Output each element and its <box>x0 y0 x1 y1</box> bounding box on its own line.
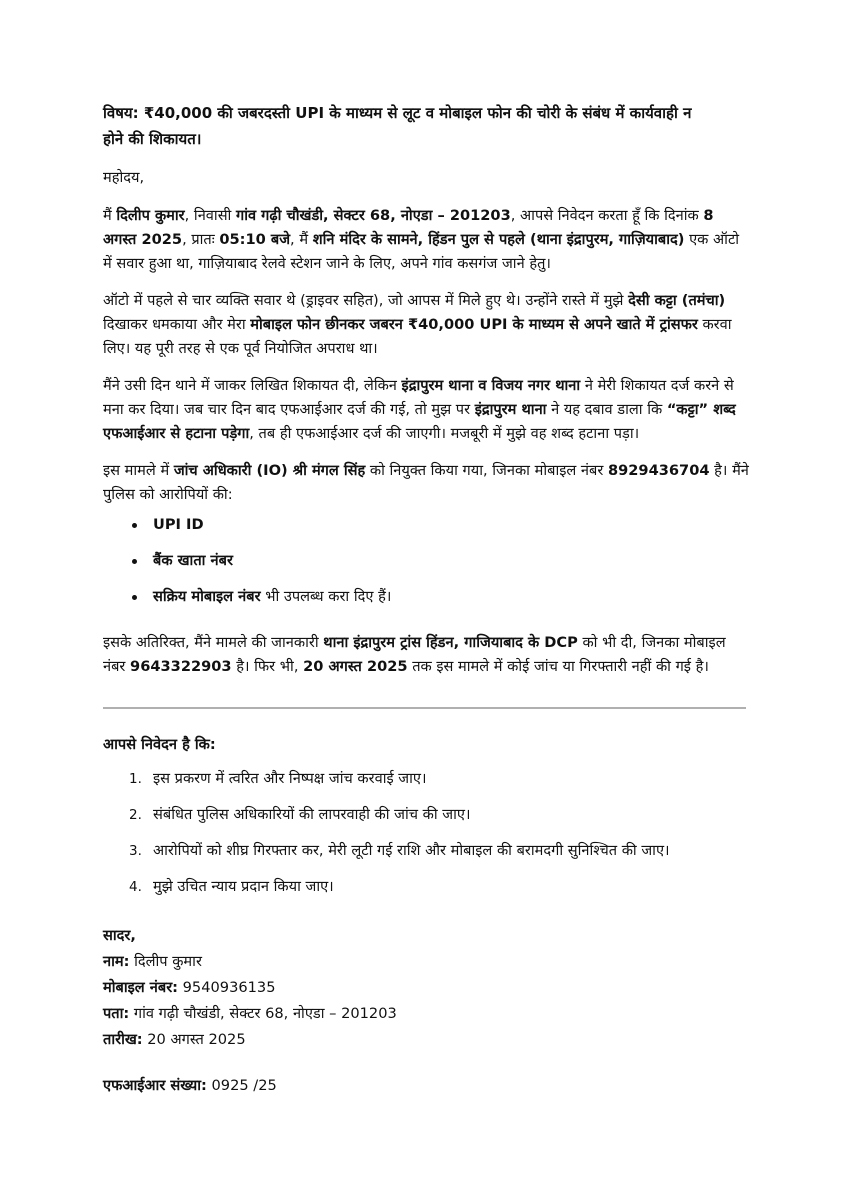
list-item-text: संबंधित पुलिस अधिकारियों की लापरवाही की जांच की जाए। <box>153 806 471 823</box>
text-run: मैं <box>103 207 117 224</box>
list-item <box>103 803 749 839</box>
list-number: 2. <box>129 807 142 823</box>
list-item <box>103 839 749 875</box>
text-run: मैंने उसी दिन थाने में जाकर लिखित शिकायत दी, लेकिन <box>103 377 402 394</box>
fir-number <box>103 1073 749 1099</box>
list-item-text: बैंक खाता नंबर <box>153 552 233 569</box>
text-run: ने मेरी शिकायत दर्ज करने से मना कर दिया। जब चार दिन बाद एफआईआर दर्ज की गई, तो मुझ पर <box>103 377 734 418</box>
text-run: को भी दी, जिनका मोबाइल नंबर <box>103 634 726 675</box>
signature-date <box>103 1027 749 1053</box>
list-item-text: मुझे उचित न्याय प्रदान किया जाए। <box>153 878 334 895</box>
field-label: एफआईआर संख्या: <box>103 1077 207 1094</box>
field-label: नाम: <box>103 953 130 970</box>
robbery-paragraph <box>103 289 749 361</box>
list-number: 4. <box>129 879 142 895</box>
field-label: पता: <box>103 1005 130 1022</box>
subject-line-1: विषय: ₹40,000 की जबरदस्ती UPI के माध्यम से लूट व मोबाइल फोन की चोरी के संबंध में कार्यवाही न <box>103 104 692 122</box>
text-run: को नियुक्त किया गया, जिनका मोबाइल नंबर <box>365 462 608 479</box>
list-item-text: आरोपियों को शीघ्र गिरफ्तार कर, मेरी लूटी गई राशि और मोबाइल की बरामदगी सुनिश्चित की जाए। <box>153 842 670 859</box>
signature-block <box>103 923 749 1053</box>
request-list <box>103 767 749 911</box>
list-item <box>103 875 749 911</box>
list-item-text: UPI ID <box>153 516 204 533</box>
text-run: है। मैंने पुलिस को आरोपियों की: <box>103 462 749 503</box>
text-run: , आपसे निवेदन करता हूँ कि दिनांक <box>510 207 704 224</box>
text-run: , निवासी <box>184 207 236 224</box>
text-run: ने यह दबाव डाला कि <box>546 401 667 418</box>
incident-date: 8 अगस्त 2025 <box>103 207 714 248</box>
text-run: करवा लिए। यह पूरी तरह से एक पूर्व नियोजित अपराध था। <box>103 316 732 357</box>
field-value: दिलीप कुमार <box>129 953 202 970</box>
police-station: इंद्रापुरम थाना <box>474 401 547 418</box>
list-item <box>103 585 749 621</box>
investigating-officer: जांच अधिकारी (IO) श्री मंगल सिंह <box>173 462 366 479</box>
dcp-mobile-number: 9643322903 <box>130 658 232 675</box>
incident-place: शनि मंदिर के सामने, हिंडन पुल से पहले (थाना इंद्रापुरम, गाज़ियाबाद) <box>312 231 685 248</box>
closing <box>103 923 749 949</box>
field-label: तारीख: <box>103 1031 143 1048</box>
field-value: गांव गढ़ी चौखंडी, सेक्टर 68, नोएडा – 201203 <box>129 1005 397 1022</box>
text-run: ऑटो में पहले से चार व्यक्ति सवार थे (ड्राइवर सहित), जो आपस में मिले हुए थे। उन्होंने रास्ते में मुझे <box>103 292 629 309</box>
field-label: मोबाइल नंबर: <box>103 979 178 996</box>
text-run: एक ऑटो में सवार हुआ था, गाज़ियाबाद रेलवे स्टेशन जाने के लिए, अपने गांव कसगंज जाने हेतु। <box>103 231 740 272</box>
closing-text: सादर, <box>103 927 136 944</box>
list-item-text: सक्रिय मोबाइल नंबर <box>153 588 261 605</box>
list-item <box>103 513 749 549</box>
text-run: तक इस मामले में कोई जांच या गिरफ्तारी नहीं की गई है। <box>407 658 709 675</box>
text-run: , तब ही एफआईआर दर्ज की जाएगी। मजबूरी में मुझे वह शब्द हटाना पड़ा। <box>249 425 640 442</box>
text-run: , मैं <box>290 231 313 248</box>
io-mobile-number: 8929436704 <box>607 462 710 479</box>
text-run: इस मामले में <box>103 462 174 479</box>
weapon-text: देसी कट्टा (तमंचा) <box>628 292 726 309</box>
complaint-refusal-paragraph <box>103 374 749 446</box>
text-run: इसके अतिरिक्त, मैंने मामले की जानकारी <box>103 634 324 651</box>
status-date: 20 अगस्त 2025 <box>303 658 408 675</box>
subject-line-2: होने की शिकायत। <box>103 130 202 148</box>
incident-paragraph <box>103 204 749 276</box>
text-run: , प्रातः <box>182 231 220 248</box>
signature-mobile <box>103 975 749 1001</box>
field-value: 9540936135 <box>178 979 276 996</box>
complainant-address: गांव गढ़ी चौखंडी, सेक्टर 68, नोएडा – 201203 <box>235 207 511 224</box>
subject-heading <box>103 100 749 152</box>
field-value: 20 अगस्त 2025 <box>142 1031 246 1048</box>
field-value: 0925 /25 <box>206 1077 277 1094</box>
letter-body <box>103 100 749 1099</box>
evidence-list <box>103 513 749 621</box>
text-run: भी उपलब्ध करा दिए हैं। <box>260 588 392 605</box>
dcp-text: थाना इंद्रापुरम ट्रांस हिंडन, गाजियाबाद के DCP <box>323 634 578 651</box>
dcp-paragraph <box>103 631 749 679</box>
incident-time: 05:10 बजे <box>219 231 291 248</box>
text-run: दिखाकर धमकाया और मेरा <box>103 316 251 333</box>
theft-text: मोबाइल फोन छीनकर जबरन ₹40,000 UPI के माध्यम से अपने खाते में ट्रांसफर <box>250 316 698 333</box>
list-number: 1. <box>129 771 142 787</box>
complainant-name: दिलीप कुमार <box>116 207 185 224</box>
list-item-text: इस प्रकरण में त्वरित और निष्पक्ष जांच करवाई जाए। <box>153 770 427 787</box>
text-run: है। फिर भी, <box>231 658 304 675</box>
police-stations: इंद्रापुरम थाना व विजय नगर थाना <box>401 377 581 394</box>
list-item <box>103 549 749 585</box>
section-divider <box>103 707 746 709</box>
request-heading: आपसे निवेदन है कि: <box>103 736 216 753</box>
pressure-text: “कट्टा” शब्द एफआईआर से हटाना पड़ेगा <box>103 401 736 442</box>
salutation: महोदय, <box>103 169 145 186</box>
signature-name <box>103 949 749 975</box>
list-item <box>103 767 749 803</box>
signature-address <box>103 1001 749 1027</box>
investigating-officer-paragraph <box>103 459 749 507</box>
list-number: 3. <box>129 843 142 859</box>
